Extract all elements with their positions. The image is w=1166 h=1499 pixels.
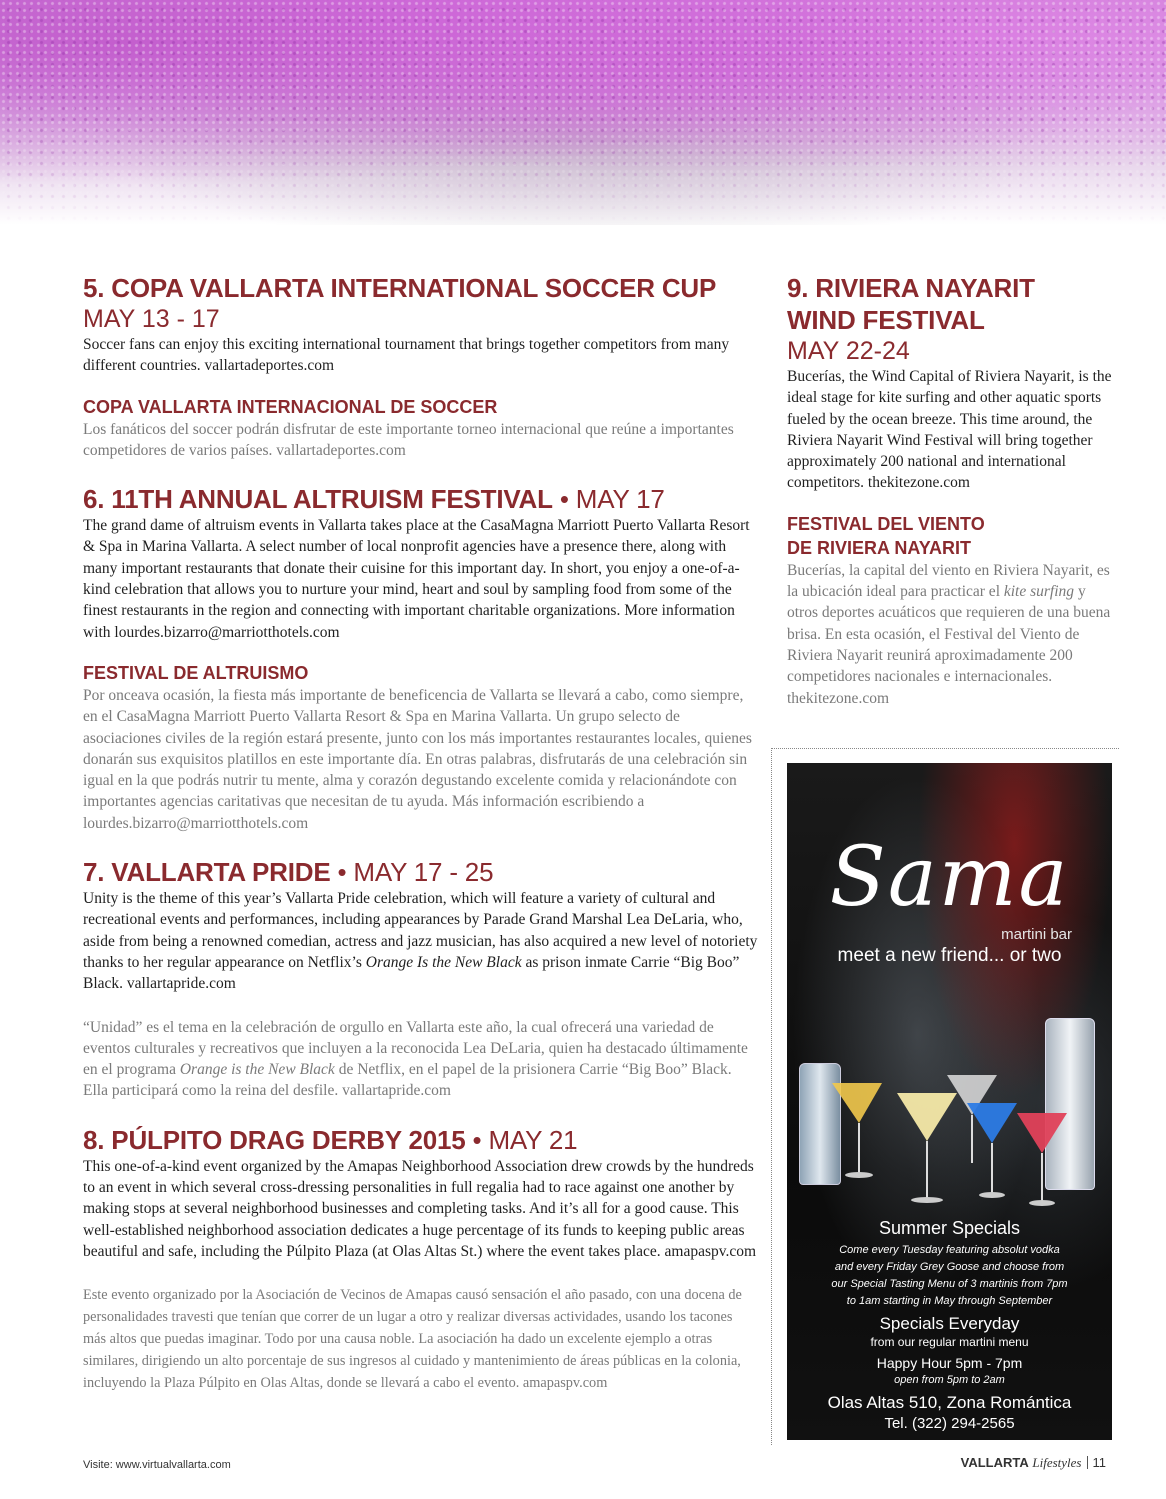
- event-6-heading: [83, 483, 759, 515]
- event-6-title: 6. 11TH ANNUAL ALTRUISM FESTIVAL: [83, 484, 553, 515]
- ad-specials-line: and every Friday Grey Goose and choose from: [834, 1261, 1065, 1273]
- event-7-body-es: [83, 1017, 759, 1102]
- footer-visit-link[interactable]: Visite: www.virtualvallarta.com: [83, 1459, 231, 1471]
- event-5-body-es: Los fanáticos del soccer podrán disfrutar de este importante torneo internacional que reúne a importantes competidores de varios países. vallartadeportes.com: [83, 420, 734, 459]
- event-7-date: • MAY 17 - 25: [330, 857, 494, 888]
- event-7-body-en-part1: Unity is the theme of this year’s Vallarta Pride celebration, which will feature a variety of cultural and recreational events and performances, including appearances by Parade Grand Marshal Lea DeLaria, who, aside from being a renowned comedian, actress and jazz musician, has also acquired a new level of notoriety thanks to her regular appearance on Netflix’s: [83, 890, 758, 971]
- event-8-date: • MAY 21: [465, 1124, 578, 1155]
- event-8-body-es: Este evento organizado por la Asociación de Vecinos de Amapas causó sensación el año pasado, con una docena de personalidades travesti que tenían que correr de un lugar a otro y realizar diversas actividades, usando los tacones más altos que puedas imaginar. Todo por una causa noble. La asociación ha dado un excelente ejemplo a otras similares, dirigiendo un alto porcentaje de sus ingresos al cuidado y mantenimiento de áreas públicas en la colonia, incluyendo la Plaza Púlpito en Olas Altas, donde se llevará a cabo el evento. amapaspv.com: [83, 1287, 742, 1392]
- ad-subtitle: martini bar: [1001, 926, 1072, 943]
- event-9-title-line2: WIND FESTIVAL: [787, 305, 985, 335]
- event-6-body-es: Por onceava ocasión, la fiesta más importante de beneficencia de Vallarta se llevará a cabo, como siempre, en el CasaMagna Marriott Puerto Vallarta Resort & Spa en Marina Vallarta. Un grupo selecto de asociaciones civiles de la región estará presente, junto con los más importantes restaurantes locales, quienes donarán sus exquisitos platillos en este importante día. En otras palabras, disfrutarás de una celebración sin igual en la que podrás nutrir tu mente, alma y corazón degustando excelente comida y relacionándote con importantes agencias caritativas que necesitan de tu ayuda. Más información escribiendo a lourdes.bizarro@marriotthotels.com: [83, 686, 752, 832]
- page-number: 11: [1092, 1455, 1106, 1470]
- event-9-date: MAY 22-24: [787, 337, 910, 365]
- ad-tagline: meet a new friend... or two: [837, 945, 1062, 966]
- event-9-body-es: [787, 560, 1112, 709]
- footer-brand-name: VALLARTA: [960, 1455, 1029, 1470]
- ad-divider-top: [771, 748, 1119, 749]
- event-5-title-es: COPA VALLARTA INTERNACIONAL DE SOCCER: [83, 396, 498, 417]
- flower-banner-image: [0, 0, 1166, 225]
- event-5-date: MAY 13 - 17: [83, 305, 220, 333]
- event-9-body-es-part2: y otros deportes acuáticos que requieren de una buena brisa. En esta ocasión, el Festival del Viento de Riviera Nayarit reunirá aproximadamente 200 competidores nacionales e internacionales. thekitezone.com: [787, 583, 1111, 707]
- ad-summer-specials-title: Summer Specials: [878, 1218, 1021, 1238]
- event-8-heading: [83, 1124, 759, 1156]
- event-5: [83, 272, 759, 461]
- ad-summer-specials-list: [787, 1242, 1112, 1310]
- event-9-title-es-line2: DE RIVIERA NAYARIT: [787, 537, 972, 558]
- right-column: [787, 272, 1112, 709]
- event-6-date: • MAY 17: [552, 484, 665, 515]
- event-7-body-en-italic: Orange Is the New Black: [365, 953, 522, 971]
- event-8-title: 8. PÚLPITO DRAG DERBY 2015: [83, 1124, 466, 1155]
- event-9-body-es-part1: Bucerías, la capital del viento en Riviera Nayarit, es la ubicación ideal para practicar el: [787, 561, 1110, 601]
- event-9: [787, 272, 1112, 709]
- event-8-body-en: This one-of-a-kind event organized by the Amapas Neighborhood Association drew crowds by the hundreds to an event in which several cross-dressing personalities in full regalia had to race against one another by making stops at several neighborhood businesses and completing tasks. And it’s all for a good cause. This well-established neighborhood association dedicates a huge percentage of its funds to keeping public areas beautiful and safe, including the Púlpito Plaza (at Olas Altas St.) where the event takes place. amapaspv.com: [83, 1157, 757, 1260]
- ad-specials-line: Come every Tuesday featuring absolut vodka: [839, 1244, 1060, 1256]
- ad-happy-hour: Happy Hour 5pm - 7pm: [876, 1355, 1023, 1371]
- event-7-body-es-part1: “Unidad” es el tema en la celebración de orgullo en Vallarta este año, la cual ofrecerá una variedad de eventos culturales y recreativos que incluyen a la reconocida Lea DeLaria, quien ha destacado últimamente en el programa: [83, 1018, 748, 1079]
- event-9-title-line1: 9. RIVIERA NAYARIT: [787, 273, 1035, 303]
- event-8: [83, 1124, 759, 1394]
- ad-specials-everyday-sub: from our regular martini menu: [870, 1335, 1029, 1349]
- event-9-title-es-line1: FESTIVAL DEL VIENTO: [787, 513, 985, 534]
- footer-brand: [961, 1455, 1106, 1471]
- sama-martini-bar-ad[interactable]: [787, 763, 1112, 1440]
- footer-separator: [1087, 1456, 1088, 1469]
- ad-specials-everyday: Specials Everyday: [879, 1314, 1020, 1333]
- event-9-body-es-italic: kite surfing: [1003, 583, 1075, 601]
- ad-specials-line: our Special Tasting Menu of 3 martinis from 7pm: [831, 1278, 1068, 1290]
- ad-specials-line: to 1am starting in May through September: [846, 1295, 1053, 1307]
- event-6-body-en: The grand dame of altruism events in Vallarta takes place at the CasaMagna Marriott Puerto Vallarta Resort & Spa in Marina Vallarta. A select number of local nonprofit agencies have a presence there, along with many important restaurants that donate their cuisine for this important day. In short, you enjoy a one-of-a-kind celebration that allows you to nurture your mind, heart and soul by sampling food from some of the finest restaurants in the region and connecting with important charitable organizations. More information with lourdes.bizarro@marriotthotels.com: [83, 517, 750, 641]
- event-6-title-es: FESTIVAL DE ALTRUISMO: [83, 662, 309, 683]
- ad-address: Olas Altas 510, Zona Romántica: [827, 1393, 1072, 1412]
- event-5-body-en: Soccer fans can enjoy this exciting international tournament that brings together competitors from many different countries. vallartadeportes.com: [83, 336, 730, 375]
- event-7-body-es-italic: Orange is the New Black: [179, 1061, 335, 1079]
- event-7: [83, 856, 759, 1102]
- ad-divider-left: [771, 748, 772, 1445]
- event-6: [83, 483, 759, 834]
- ad-open-hours: open from 5pm to 2am: [894, 1374, 1005, 1386]
- footer-brand-sub: Lifestyles: [1032, 1455, 1082, 1470]
- event-7-body-en: [83, 888, 759, 994]
- event-7-title: 7. VALLARTA PRIDE: [83, 857, 331, 888]
- event-7-body-en-part2: as prison inmate Carrie “Big Boo” Black. vallartapride.com: [83, 953, 740, 993]
- ad-phone: Tel. (322) 294-2565: [884, 1415, 1015, 1432]
- event-7-body-es-part2: de Netflix, en el papel de la prisionera Carrie “Big Boo” Black. Ella participará como la reina del desfile. vallartapride.com: [83, 1061, 732, 1100]
- martini-glasses-illustration: [827, 1063, 1087, 1213]
- event-5-title: 5. COPA VALLARTA INTERNATIONAL SOCCER CUP: [83, 273, 717, 303]
- left-column: [83, 272, 759, 1394]
- event-9-body-en: Bucerías, the Wind Capital of Riviera Nayarit, is the ideal stage for kite surfing and other aquatic sports fueled by the ocean breeze. This time around, the Riviera Nayarit Wind Festival will bring together approximately 200 national and international competitors. thekitezone.com: [787, 368, 1112, 492]
- event-7-heading: [83, 856, 759, 888]
- sama-logo: Sama: [829, 830, 1070, 925]
